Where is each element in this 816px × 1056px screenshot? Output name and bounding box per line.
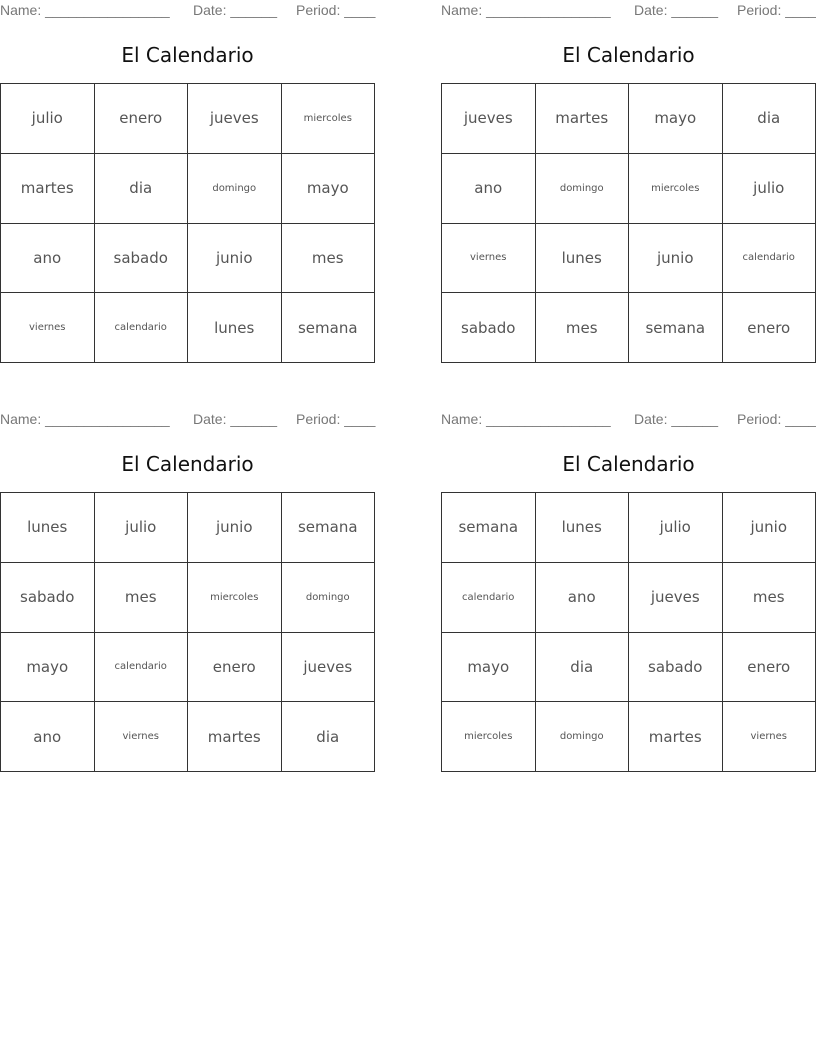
bingo-cell: semana xyxy=(282,493,376,563)
bingo-cell: julio xyxy=(629,493,723,563)
period-field[interactable]: Period: ____ xyxy=(737,2,816,18)
name-field[interactable]: Name: ________________ xyxy=(441,411,611,427)
card-title: El Calendario xyxy=(121,452,254,476)
bingo-cell: mayo xyxy=(442,633,536,703)
bingo-cell: ano xyxy=(1,224,95,294)
bingo-grid xyxy=(0,492,375,772)
date-field[interactable]: Date: ______ xyxy=(193,2,278,18)
bingo-cell: martes xyxy=(536,84,630,154)
bingo-cell: calendario xyxy=(723,224,816,294)
bingo-cell: miercoles xyxy=(282,84,376,154)
bingo-cell: ano xyxy=(1,702,95,772)
bingo-cell: sabado xyxy=(95,224,189,294)
bingo-cell: julio xyxy=(723,154,816,224)
bingo-cell: julio xyxy=(1,84,95,154)
bingo-cell: lunes xyxy=(1,493,95,563)
bingo-cell: viernes xyxy=(1,293,95,363)
bingo-cell: semana xyxy=(629,293,723,363)
period-field[interactable]: Period: ____ xyxy=(737,411,816,427)
bingo-card-2 xyxy=(441,0,816,365)
bingo-cell: calendario xyxy=(442,563,536,633)
bingo-cell: mes xyxy=(536,293,630,363)
bingo-cell: miercoles xyxy=(188,563,282,633)
bingo-cell: sabado xyxy=(1,563,95,633)
bingo-cell: lunes xyxy=(536,493,630,563)
bingo-cell: dia xyxy=(536,633,630,703)
card-header xyxy=(441,411,816,429)
bingo-cell: jueves xyxy=(442,84,536,154)
bingo-cell: ano xyxy=(536,563,630,633)
bingo-card-1 xyxy=(0,0,375,365)
bingo-cell: domingo xyxy=(188,154,282,224)
bingo-cell: dia xyxy=(95,154,189,224)
period-field[interactable]: Period: ____ xyxy=(296,411,376,427)
bingo-cell: semana xyxy=(282,293,376,363)
bingo-cell: viernes xyxy=(442,224,536,294)
bingo-cell: junio xyxy=(188,224,282,294)
bingo-cell: domingo xyxy=(282,563,376,633)
bingo-cell: lunes xyxy=(188,293,282,363)
bingo-cell: mayo xyxy=(1,633,95,703)
card-title: El Calendario xyxy=(121,43,254,67)
bingo-cell: sabado xyxy=(442,293,536,363)
bingo-cell: calendario xyxy=(95,633,189,703)
bingo-cell: domingo xyxy=(536,702,630,772)
card-title: El Calendario xyxy=(562,452,695,476)
name-field[interactable]: Name: ________________ xyxy=(0,2,170,18)
bingo-cell: jueves xyxy=(282,633,376,703)
bingo-cell: ano xyxy=(442,154,536,224)
bingo-cell: junio xyxy=(723,493,816,563)
bingo-cell: mes xyxy=(723,563,816,633)
card-title: El Calendario xyxy=(562,43,695,67)
bingo-cell: miercoles xyxy=(442,702,536,772)
card-header xyxy=(0,411,375,429)
bingo-cell: enero xyxy=(723,633,816,703)
bingo-card-4 xyxy=(441,409,816,774)
bingo-cell: mayo xyxy=(629,84,723,154)
bingo-cell: semana xyxy=(442,493,536,563)
name-field[interactable]: Name: ________________ xyxy=(441,2,611,18)
date-field[interactable]: Date: ______ xyxy=(634,2,719,18)
bingo-cell: junio xyxy=(629,224,723,294)
bingo-cell: jueves xyxy=(629,563,723,633)
date-field[interactable]: Date: ______ xyxy=(193,411,278,427)
bingo-cell: enero xyxy=(95,84,189,154)
bingo-cell: junio xyxy=(188,493,282,563)
bingo-card-3 xyxy=(0,409,375,774)
bingo-grid xyxy=(0,83,375,363)
bingo-cell: domingo xyxy=(536,154,630,224)
bingo-cell: sabado xyxy=(629,633,723,703)
bingo-cell: mayo xyxy=(282,154,376,224)
bingo-cell: julio xyxy=(95,493,189,563)
card-header xyxy=(441,2,816,20)
bingo-cell: viernes xyxy=(723,702,816,772)
bingo-cell: calendario xyxy=(95,293,189,363)
bingo-cell: enero xyxy=(188,633,282,703)
bingo-cell: miercoles xyxy=(629,154,723,224)
bingo-grid xyxy=(441,83,816,363)
bingo-cell: dia xyxy=(723,84,816,154)
bingo-cell: enero xyxy=(723,293,816,363)
bingo-cell: martes xyxy=(188,702,282,772)
card-header xyxy=(0,2,375,20)
bingo-cell: martes xyxy=(1,154,95,224)
bingo-cell: mes xyxy=(282,224,376,294)
bingo-cell: lunes xyxy=(536,224,630,294)
date-field[interactable]: Date: ______ xyxy=(634,411,719,427)
bingo-cell: martes xyxy=(629,702,723,772)
bingo-grid xyxy=(441,492,816,772)
name-field[interactable]: Name: ________________ xyxy=(0,411,170,427)
bingo-cell: mes xyxy=(95,563,189,633)
bingo-cell: viernes xyxy=(95,702,189,772)
bingo-cell: dia xyxy=(282,702,376,772)
bingo-cell: jueves xyxy=(188,84,282,154)
period-field[interactable]: Period: ____ xyxy=(296,2,376,18)
